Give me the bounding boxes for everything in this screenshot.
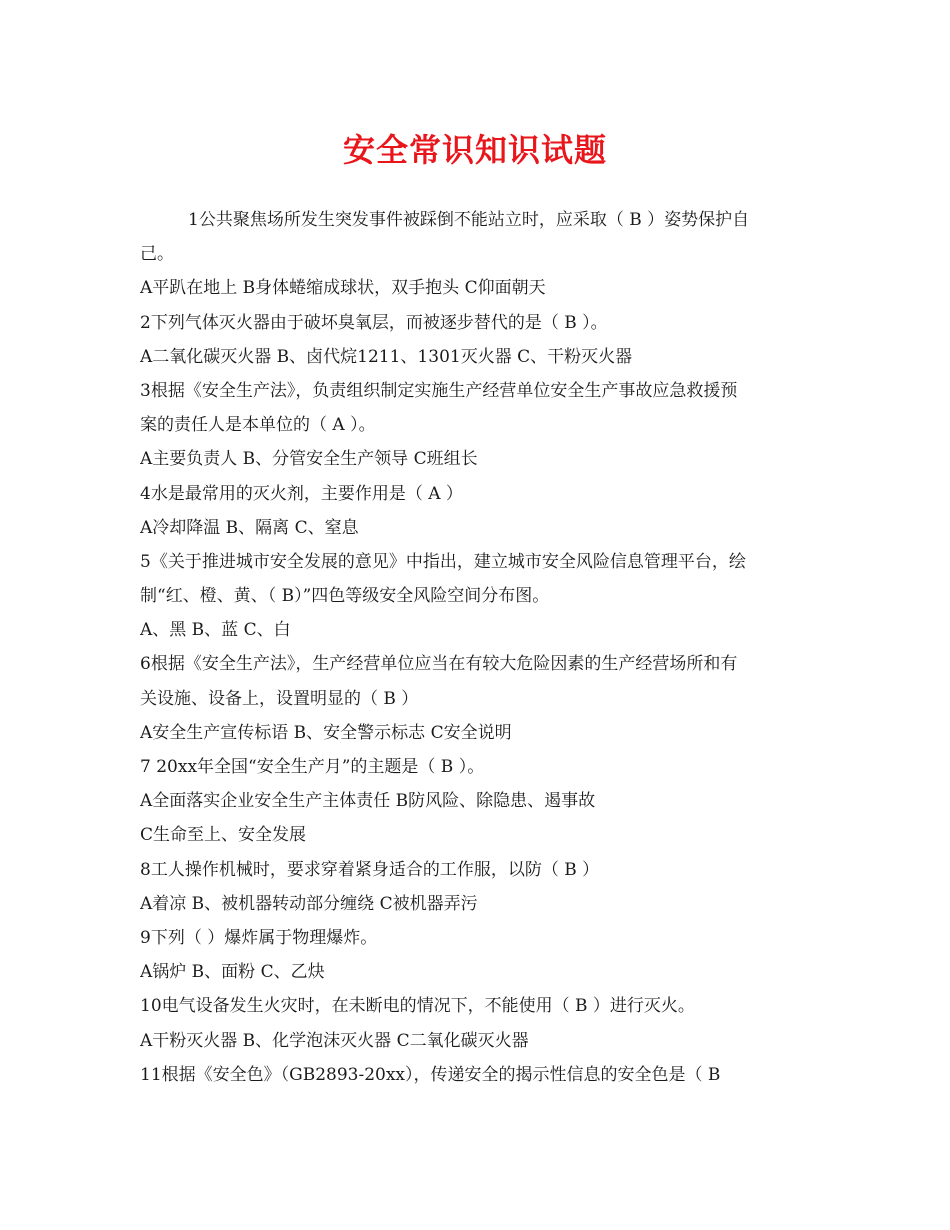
question-3-options: A主要负责人 B、分管安全生产领导 C班组长 xyxy=(140,449,478,470)
question-7-options-line-2: C生命至上、安全发展 xyxy=(140,825,307,846)
question-3-line-1: 3根据《安全生产法》，负责组织制定实施生产经营单位安全生产事故应急救援预 xyxy=(140,380,738,401)
question-9: 9下列（ ）爆炸属于物理爆炸。 xyxy=(140,927,378,948)
question-7: 7 20xx年全国“安全生产月”的主题是（ B ）。 xyxy=(140,757,485,777)
question-7-options-line-1: A全面落实企业安全生产主体责任 B防风险、除隐患、遏事故 xyxy=(140,791,596,812)
question-10-options: A干粉灭火器 B、化学泡沫灭火器 C二氧化碳灭火器 xyxy=(140,1030,529,1051)
question-4: 4水是最常用的灭火剂，主要作用是（ A ） xyxy=(140,483,463,504)
question-list xyxy=(140,203,815,1092)
question-1-line-1: 1公共聚焦场所发生突发事件被踩倒不能站立时，应采取（ B ）姿势保护自 xyxy=(188,210,750,230)
question-8: 8工人操作机械时，要求穿着紧身适合的工作服，以防（ B ） xyxy=(140,859,600,880)
question-5-line-2: 制“红、橙、黄、（ B）”四色等级安全风险空间分布图。 xyxy=(140,586,550,607)
question-11-line-1: 11根据《安全色》（GB2893-20xx），传递安全的揭示性信息的安全色是（ B xyxy=(140,1064,721,1085)
question-5-options: A、黑 B、蓝 C、白 xyxy=(140,620,291,641)
question-6-line-1: 6根据《安全生产法》，生产经营单位应当在有较大危险因素的生产经营场所和有 xyxy=(140,654,738,675)
question-3-line-2: 案的责任人是本单位的（ A ）。 xyxy=(140,415,376,436)
question-1-line-2: 己。 xyxy=(140,244,174,265)
question-6-options: A安全生产宣传标语 B、安全警示标志 C安全说明 xyxy=(140,722,512,743)
question-4-options: A冷却降温 B、隔离 C、窒息 xyxy=(140,517,359,538)
page-title: 安全常识知识试题 xyxy=(342,131,607,169)
question-2: 2下列气体灭火器由于破坏臭氧层，而被逐步替代的是（ B ）。 xyxy=(140,312,608,333)
question-5-line-1: 5《关于推进城市安全发展的意见》中指出，建立城市安全风险信息管理平台，绘 xyxy=(140,551,746,572)
question-8-options: A着凉 B、被机器转动部分缠绕 C被机器弄污 xyxy=(140,893,478,914)
question-10: 10电气设备发生火灾时，在未断电的情况下，不能使用（ B ）进行灭火。 xyxy=(140,996,695,1017)
question-6-line-2: 关设施、设备上，设置明显的（ B ） xyxy=(140,688,419,709)
question-1-options: A平趴在地上 B身体蜷缩成球状，双手抱头 C仰面朝天 xyxy=(140,278,546,299)
question-9-options: A锅炉 B、面粉 C、乙炔 xyxy=(140,962,325,983)
question-2-options: A二氧化碳灭火器 B、卤代烷1211、1301灭火器 C、干粉灭火器 xyxy=(140,346,633,367)
